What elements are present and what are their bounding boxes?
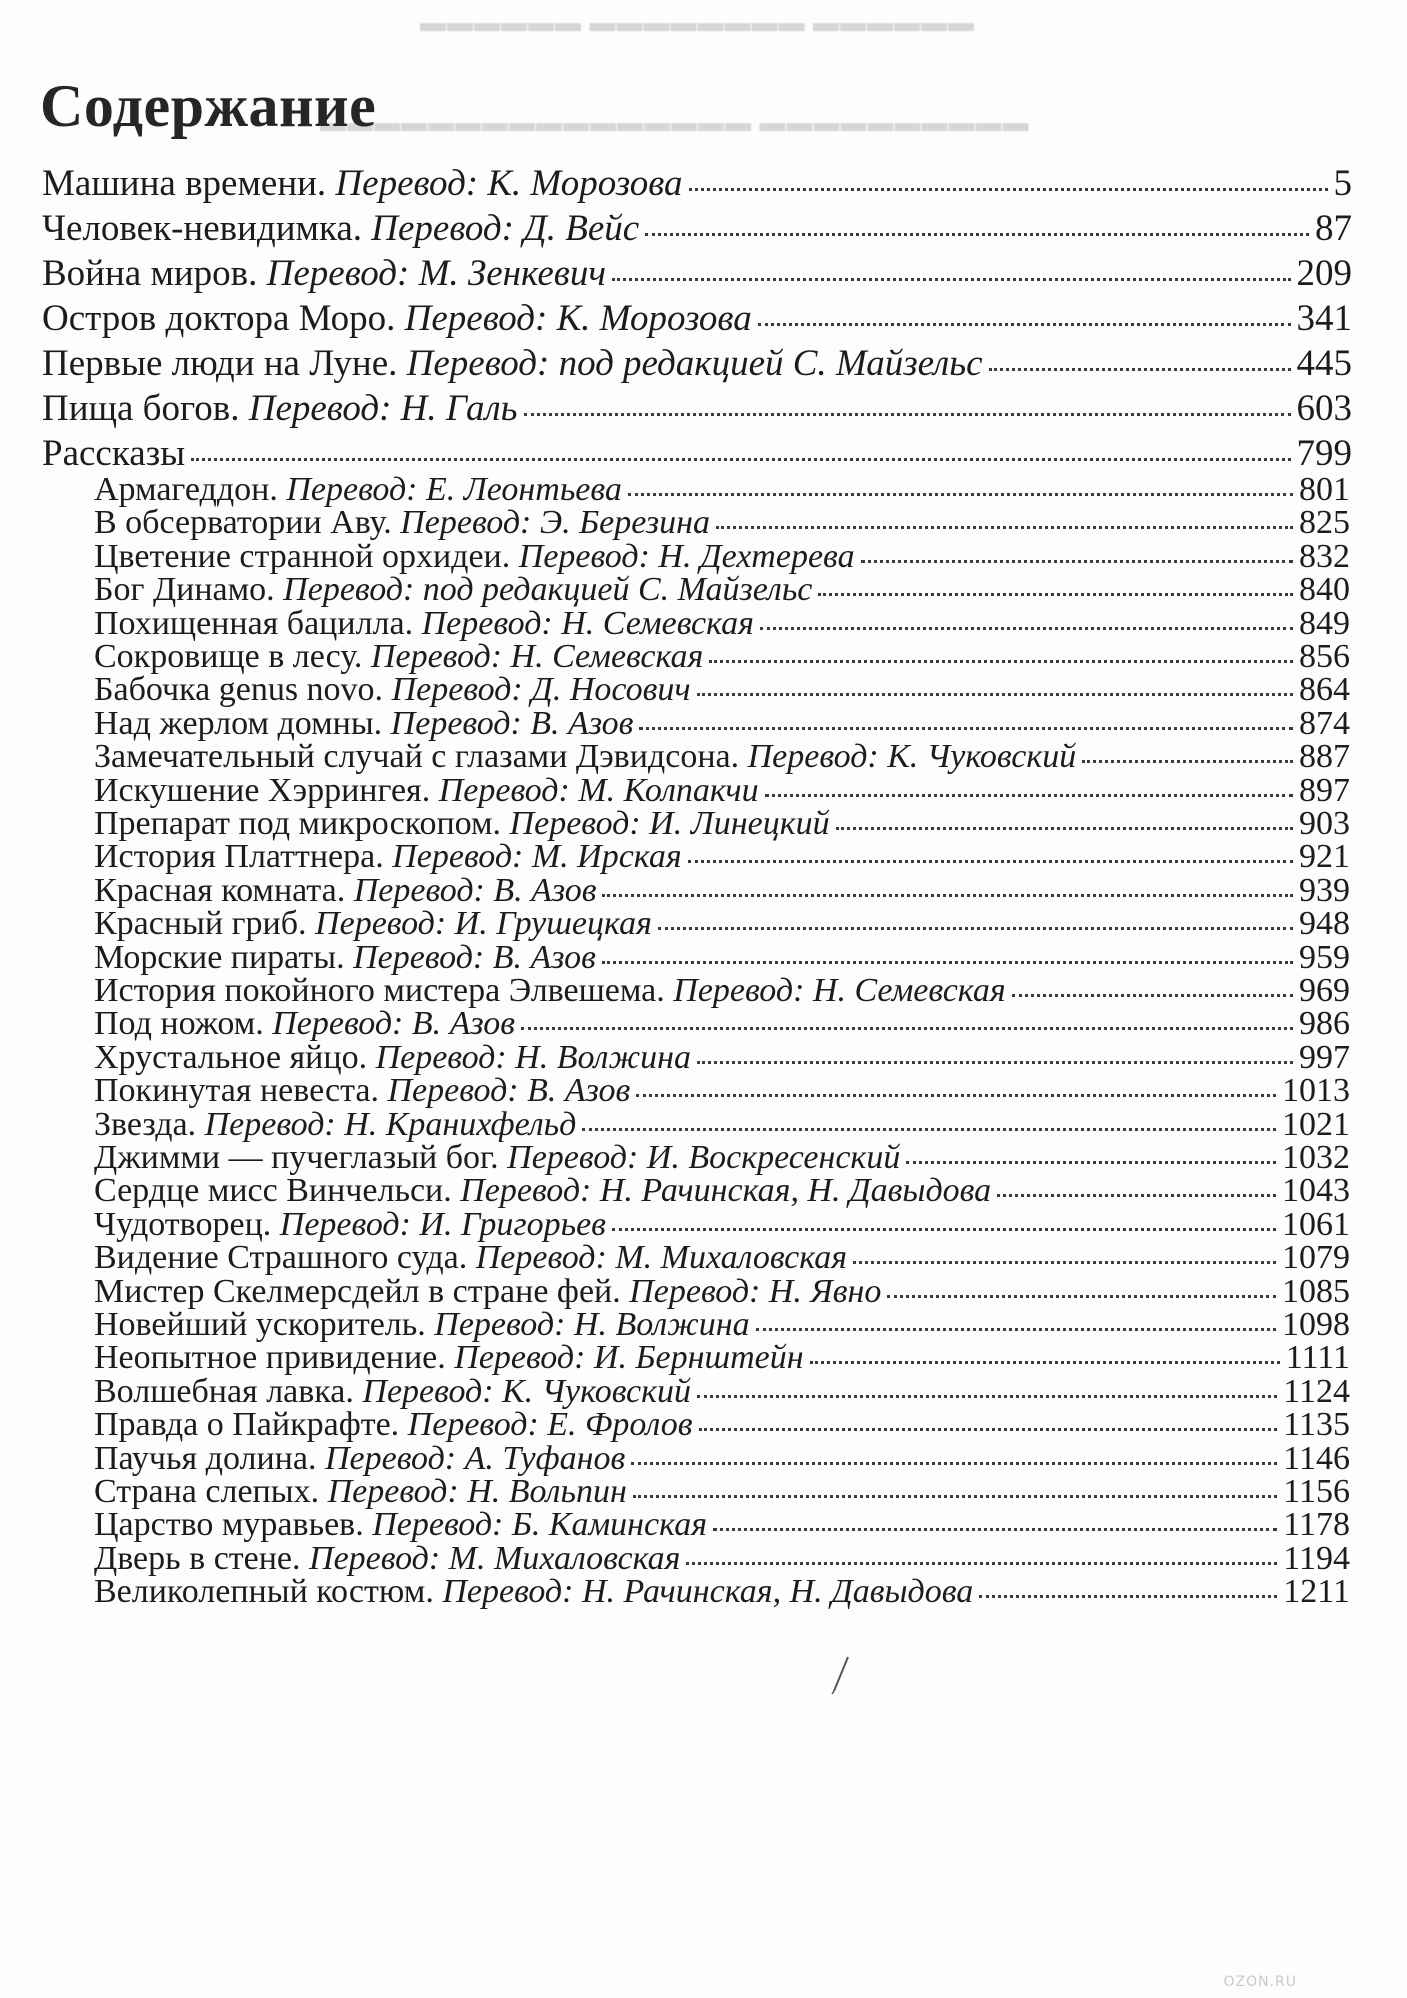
toc-entry-title: Хрустальное яйцо.	[94, 1038, 368, 1076]
toc-entry-translator: Перевод: В. Азов	[272, 1005, 515, 1043]
toc-entry-page-number: 1021	[1282, 1105, 1350, 1143]
dot-leader	[689, 188, 1328, 191]
toc-entry-title: Бабочка genus novo.	[94, 671, 384, 709]
toc-entry	[94, 537, 1350, 575]
toc-entry	[94, 1038, 1350, 1076]
toc-entry-page-number: 1061	[1282, 1205, 1350, 1243]
dot-leader	[658, 927, 1293, 930]
dot-leader	[716, 526, 1293, 529]
dot-leader	[861, 560, 1293, 563]
toc-entry-page-number: 997	[1299, 1038, 1350, 1076]
toc-entry	[94, 1241, 1350, 1275]
dot-leader	[853, 1261, 1276, 1264]
toc-entry-title: Человек-невидимка.	[42, 208, 363, 249]
toc-entry	[94, 740, 1350, 774]
toc-entry-title: История покойного мистера Элвешема.	[94, 972, 665, 1009]
dot-leader	[760, 627, 1293, 630]
dot-leader	[524, 413, 1291, 416]
toc-entry-title: Царство муравьев.	[94, 1506, 364, 1544]
toc-entry	[42, 165, 1352, 202]
toc-entry-translator: Перевод: К. Морозова	[335, 163, 683, 204]
dot-leader	[979, 1595, 1277, 1598]
toc-entry-page-number: 849	[1299, 604, 1350, 642]
toc-entry	[94, 1575, 1350, 1609]
toc-entry-translator: Перевод: В. Азов	[353, 871, 597, 909]
dot-leader	[836, 827, 1293, 830]
toc-entry-page-number: 1124	[1283, 1372, 1350, 1410]
toc-entry-page-number: 1135	[1283, 1406, 1350, 1444]
toc-entry-translator: Перевод: Е. Фролов	[407, 1406, 693, 1444]
dot-leader	[628, 493, 1293, 496]
toc-entry-title: Препарат под микроскопом.	[94, 805, 502, 842]
dot-leader	[1082, 760, 1293, 763]
toc-entry	[94, 1105, 1350, 1143]
toc-entry-page-number: 1032	[1282, 1139, 1350, 1176]
toc-entry-translator: Перевод: В. Азов	[387, 1072, 631, 1110]
toc-entry-page-number: 903	[1299, 805, 1350, 842]
toc-entry-translator: Перевод: В. Азов	[390, 704, 634, 742]
toc-entry-title: Страна слепых.	[94, 1473, 320, 1510]
toc-entry-page-number: 341	[1296, 298, 1352, 339]
toc-entry-translator: Перевод: Н. Вольпин	[327, 1473, 627, 1510]
toc-entry-page-number: 864	[1299, 671, 1350, 709]
dot-leader	[697, 693, 1293, 696]
dot-leader	[906, 1161, 1276, 1164]
toc-entry-page-number: 840	[1299, 571, 1350, 609]
toc-entry-translator: Перевод: Э. Березина	[400, 504, 711, 542]
dot-leader	[688, 860, 1293, 863]
toc-entry-title: Мистер Скелмерсдейл в стране фей.	[94, 1272, 621, 1310]
toc-entry-title: Цветение странной орхидеи.	[94, 537, 511, 575]
toc-entry-translator: Перевод: Д. Вейс	[371, 208, 640, 249]
toc-entry-translator: Перевод: Н. Рачинская, Н. Давыдова	[460, 1172, 992, 1210]
toc-entry-translator: Перевод: Н. Семевская	[370, 638, 704, 675]
toc-entry	[94, 974, 1350, 1008]
toc-entry	[94, 1007, 1350, 1041]
toc-entry	[94, 640, 1350, 674]
toc-entry	[42, 390, 1352, 427]
toc-entry-title: Сокровище в лесу.	[94, 638, 363, 675]
dot-leader	[612, 278, 1290, 281]
toc-entry	[94, 1408, 1350, 1442]
toc-entry-translator: Перевод: И. Грушецкая	[315, 905, 652, 943]
toc-entry-translator: Перевод: М. Ирская	[392, 838, 682, 876]
toc-entry-title: Над жерлом домны.	[94, 704, 383, 742]
dot-leader	[636, 1094, 1276, 1097]
toc-entry-title: В обсерватории Аву.	[94, 504, 392, 542]
toc-entry	[94, 938, 1350, 976]
dot-leader	[697, 1061, 1293, 1064]
dot-leader	[818, 593, 1293, 596]
toc-entry-page-number: 986	[1299, 1005, 1350, 1043]
toc-entry-translator: Перевод: под редакцией С. Майзельс	[283, 571, 813, 609]
toc-entry-page-number: 874	[1299, 704, 1350, 742]
toc-entry-page-number: 1156	[1283, 1473, 1350, 1510]
toc-entry	[94, 1372, 1350, 1410]
dot-leader	[989, 368, 1291, 371]
toc-entry-page-number: 969	[1299, 972, 1350, 1009]
toc-entry-translator: Перевод: Н. Семевская	[421, 604, 754, 642]
toc-entry	[94, 1308, 1350, 1342]
toc-entry-page-number: 1079	[1282, 1239, 1350, 1277]
toc-entry-translator: Перевод: М. Михаловская	[475, 1239, 848, 1277]
toc-entry-translator: Перевод: Н. Кранихфельд	[204, 1105, 577, 1143]
toc-entry-page-number: 1043	[1282, 1172, 1350, 1210]
dot-leader	[699, 1428, 1278, 1431]
toc-entry-page-number: 825	[1299, 504, 1350, 542]
toc-entry-title: История Платтнера.	[94, 838, 384, 876]
toc-entry-title: Машина времени.	[42, 163, 327, 204]
toc-entry-translator: Перевод: К. Чуковский	[362, 1372, 692, 1410]
toc-entry-page-number: 87	[1315, 208, 1352, 249]
toc-entry-translator: Перевод: А. Туфанов	[324, 1439, 626, 1477]
toc-entry-title: Под ножом.	[94, 1005, 264, 1043]
toc-entry	[94, 1141, 1350, 1175]
toc-entry-page-number: 1085	[1282, 1272, 1350, 1310]
toc-entry-title: Джимми — пучеглазый бог.	[94, 1139, 499, 1176]
toc-entry	[94, 506, 1350, 540]
toc-entry-title: Паучья долина.	[94, 1439, 317, 1477]
toc-entry-translator: Перевод: И. Линецкий	[509, 805, 830, 842]
toc-entry-title: Похищенная бацилла.	[94, 604, 414, 642]
dot-leader	[758, 323, 1291, 326]
toc-entry	[94, 1439, 1350, 1477]
toc-entry	[94, 1508, 1350, 1542]
toc-entry-translator: Перевод: Н. Волжина	[375, 1038, 691, 1076]
toc-entry-page-number: 887	[1299, 738, 1350, 776]
toc-entry	[94, 907, 1350, 941]
toc-entry-translator: Перевод: Н. Галь	[248, 388, 518, 429]
toc-entry-page-number: 1146	[1283, 1439, 1350, 1477]
toc-entry-page-number: 939	[1299, 871, 1350, 909]
toc-entry-page-number: 856	[1299, 638, 1350, 675]
toc-entry-page-number: 1211	[1283, 1573, 1350, 1611]
toc-entry-page-number: 897	[1299, 771, 1350, 809]
toc-entry-title: Пища богов.	[42, 388, 240, 429]
toc-entry-title: Искушение Хэррингея.	[94, 771, 431, 809]
toc-entry	[94, 1272, 1350, 1310]
toc-entry	[94, 573, 1350, 607]
toc-entry	[94, 473, 1350, 507]
toc-entry-title: Волшебная лавка.	[94, 1372, 354, 1410]
toc-entry	[94, 871, 1350, 909]
toc-entry	[94, 771, 1350, 809]
dot-leader	[521, 1027, 1293, 1030]
dot-leader	[602, 894, 1293, 897]
toc-entry-translator: Перевод: Н. Семевская	[673, 972, 1006, 1009]
pen-mark-icon	[828, 1655, 854, 1695]
toc-entry-page-number: 603	[1296, 388, 1352, 429]
dot-leader	[631, 1462, 1277, 1465]
toc-entry	[94, 704, 1350, 742]
toc-entry-page-number: 959	[1299, 938, 1350, 976]
toc-entry-translator: Перевод: Б. Каминская	[372, 1506, 708, 1544]
dot-leader	[612, 1228, 1276, 1231]
toc-entry	[94, 807, 1350, 841]
toc-entry-translator: Перевод: М. Зенкевич	[266, 253, 607, 294]
dot-leader	[686, 1562, 1277, 1565]
toc-entry-page-number: 801	[1299, 471, 1350, 508]
toc-entry-translator: Перевод: В. Азов	[353, 938, 596, 976]
toc-entry	[94, 1174, 1350, 1208]
toc-entry-title: Морские пираты.	[94, 938, 345, 976]
toc-entry-title: Видение Страшного суда.	[94, 1239, 468, 1277]
toc-entry	[42, 255, 1352, 292]
toc-entry	[94, 604, 1350, 642]
toc-entry	[94, 1539, 1350, 1577]
toc-entry-translator: Перевод: Н. Дехтерева	[518, 537, 855, 575]
dot-leader	[633, 1495, 1277, 1498]
toc-entry-translator: Перевод: Н. Волжина	[434, 1306, 750, 1343]
toc-entry-title: Остров доктора Моро.	[42, 298, 396, 339]
dot-leader	[697, 1395, 1277, 1398]
toc-entry	[94, 1074, 1350, 1108]
toc-entry-page-number: 1194	[1283, 1539, 1350, 1577]
bleed-through-text: ▬▬▬▬▬▬ ▬▬▬▬▬▬▬▬ ▬▬▬▬▬▬	[420, 8, 975, 37]
toc-entry-title: Красный гриб.	[94, 905, 307, 943]
toc-entry-translator: Перевод: под редакцией С. Майзельс	[406, 343, 983, 384]
toc-entry	[94, 1341, 1350, 1375]
toc-entry-page-number: 799	[1296, 433, 1352, 474]
toc-entry	[94, 1205, 1350, 1243]
dot-leader	[602, 961, 1293, 964]
toc-entry-translator: Перевод: Е. Леонтьева	[286, 471, 622, 508]
toc-entry-title: Дверь в стене.	[94, 1539, 301, 1577]
page-title: Содержание	[40, 73, 377, 140]
toc-entry-page-number: 832	[1299, 537, 1350, 575]
toc-entry-page-number: 1013	[1282, 1072, 1350, 1110]
toc-entry-translator: Перевод: И. Григорьев	[279, 1205, 606, 1243]
toc-entry	[42, 435, 1352, 472]
toc-entry-translator: Перевод: К. Чуковский	[747, 738, 1077, 776]
toc-entry-title: Армагеддон.	[94, 471, 278, 508]
toc-entry-title: Сердце мисс Винчельси.	[94, 1172, 452, 1210]
toc-entry-page-number: 445	[1296, 343, 1352, 384]
dot-leader	[887, 1295, 1276, 1298]
toc-entry-translator: Перевод: И. Воскресенский	[507, 1139, 901, 1176]
toc-entry	[94, 673, 1350, 707]
toc-entry-translator: Перевод: М. Михаловская	[309, 1539, 681, 1577]
dot-leader	[709, 660, 1293, 663]
toc-entry	[94, 1475, 1350, 1509]
toc-entry	[42, 300, 1352, 337]
dot-leader	[765, 794, 1293, 797]
toc-entry-translator: Перевод: Н. Рачинская, Н. Давыдова	[442, 1573, 974, 1611]
toc-entry-title: Бог Динамо.	[94, 571, 275, 609]
toc-entry-translator: Перевод: Н. Явно	[629, 1272, 882, 1310]
toc-entry-title: Красная комната.	[94, 871, 346, 909]
toc-entry-title: Звезда.	[94, 1105, 197, 1143]
dot-leader	[1012, 994, 1293, 997]
toc-entry-title: Чудотворец.	[94, 1205, 272, 1243]
watermark: OZON.RU	[1223, 1974, 1297, 1990]
bleed-through-text: ▬▬▬▬▬▬▬▬▬▬▬▬▬▬▬▬ ▬▬▬▬▬▬▬▬▬▬	[320, 108, 1030, 137]
toc-entry-page-number: 948	[1299, 905, 1350, 943]
dot-leader	[645, 233, 1309, 236]
dot-leader	[582, 1128, 1276, 1131]
toc-entry-page-number: 921	[1299, 838, 1350, 876]
toc-entry-page-number: 209	[1296, 253, 1352, 294]
dot-leader	[191, 458, 1290, 461]
dot-leader	[639, 727, 1293, 730]
toc-entry-page-number: 1111	[1285, 1339, 1350, 1377]
toc-entry-title: Новейший ускоритель.	[94, 1306, 426, 1343]
toc-entry-translator: Перевод: И. Бернштейн	[454, 1339, 804, 1377]
toc-entry-title: Замечательный случай с глазами Дэвидсона.	[94, 738, 740, 776]
toc-entry-title: Правда о Пайкрафте.	[94, 1406, 400, 1444]
toc-entry-page-number: 1178	[1283, 1506, 1350, 1544]
toc-entry	[42, 345, 1352, 382]
toc-entry-title: Рассказы	[42, 433, 186, 474]
dot-leader	[810, 1361, 1280, 1364]
toc-entry-title: Первые люди на Луне.	[42, 343, 398, 384]
toc-entry-title: Покинутая невеста.	[94, 1072, 379, 1110]
toc-entry-title: Неопытное привидение.	[94, 1339, 446, 1377]
toc-entry-translator: Перевод: К. Морозова	[404, 298, 752, 339]
toc-entry-page-number: 1098	[1282, 1306, 1350, 1343]
dot-leader	[756, 1328, 1276, 1331]
toc-entry	[94, 840, 1350, 874]
toc-entry	[42, 210, 1352, 247]
toc-entry-page-number: 5	[1333, 163, 1352, 204]
toc-entry-title: Война миров.	[42, 253, 258, 294]
dot-leader	[997, 1194, 1276, 1197]
dot-leader	[713, 1528, 1277, 1531]
toc-entry-title: Великолепный костюм.	[94, 1573, 434, 1611]
toc-entry-translator: Перевод: М. Колпакчи	[438, 771, 759, 809]
toc-entry-translator: Перевод: Д. Носович	[391, 671, 691, 709]
